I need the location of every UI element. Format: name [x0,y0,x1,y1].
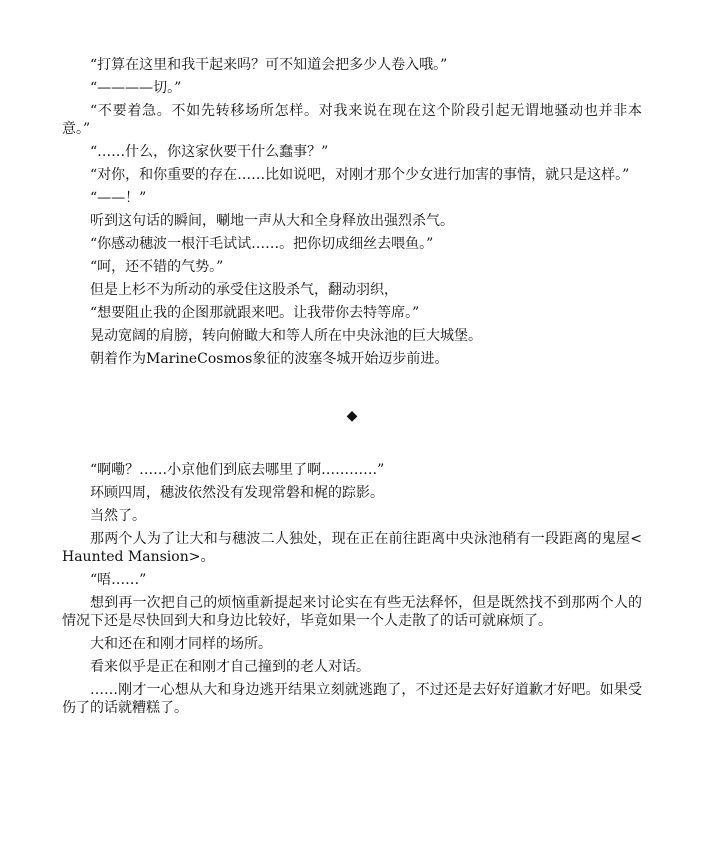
paragraph: “呵，还不错的气势。” [90,259,224,275]
paragraph: “————切。” [90,80,182,96]
paragraph: “不要着急。不如先转移场所怎样。对我来说在现在这个阶段引起无谓地骚动也并非本意。” [62,103,642,137]
paragraph: “——！” [90,190,147,206]
paragraph: 想到再一次把自己的烦恼重新提起来讨论实在有些无法释怀，但是既然找不到那两个人的情况下还是尽快回到大和身边比较好，毕竟如果一个人走散了的话可就麻烦了。 [62,595,642,629]
paragraph: 晃动宽阔的肩膀，转向俯瞰大和等人所在中央泳池的巨大城堡。 [90,328,482,344]
paragraph: 听到这句话的瞬间，唰地一声从大和全身释放出强烈杀气。 [90,213,454,229]
paragraph: “对你，和你重要的存在……比如说吧，对刚才那个少女进行加害的事情，就只是这样。” [90,167,630,183]
paragraph: “啊嘞？……小京他们到底去哪里了啊…………” [90,462,385,478]
document-page [62,56,642,722]
paragraph: ……刚才一心想从大和身边逃开结果立刻就逃跑了，不过还是去好好道歉才好吧。如果受伤了的话就糟糕了。 [62,682,642,716]
paragraph: “想要阻止我的企图那就跟来吧。让我带你去特等席。” [90,305,420,321]
paragraph: “……什么，你这家伙要干什么蠢事？” [90,144,329,160]
paragraph: 但是上杉不为所动的承受住这股杀气，翻动羽织， [90,282,398,298]
paragraph: 那两个人为了让大和与穗波二人独处，现在正在前往距离中央泳池稍有一段距离的鬼屋<Haunted Mansion>。 [62,531,642,565]
paragraph: “唔……” [90,572,147,588]
paragraph: 朝着作为MarineCosmos象征的波塞冬城开始迈步前进。 [90,351,449,367]
paragraph: 环顾四周，穗波依然没有发现常磐和梶的踪影。 [90,485,384,501]
paragraph: “打算在这里和我干起来吗？可不知道会把多少人卷入哦。” [90,57,448,73]
paragraph: “你感动穗波一根汗毛试试……。把你切成细丝去喂鱼。” [90,236,434,252]
section-gap [62,373,642,407]
paragraph: 看来似乎是正在和刚才自己撞到的老人对话。 [90,659,370,675]
section-divider-diamond: ◆ [346,408,358,424]
paragraph: 当然了。 [90,508,146,524]
paragraph: 大和还在和刚才同样的场所。 [90,636,272,652]
